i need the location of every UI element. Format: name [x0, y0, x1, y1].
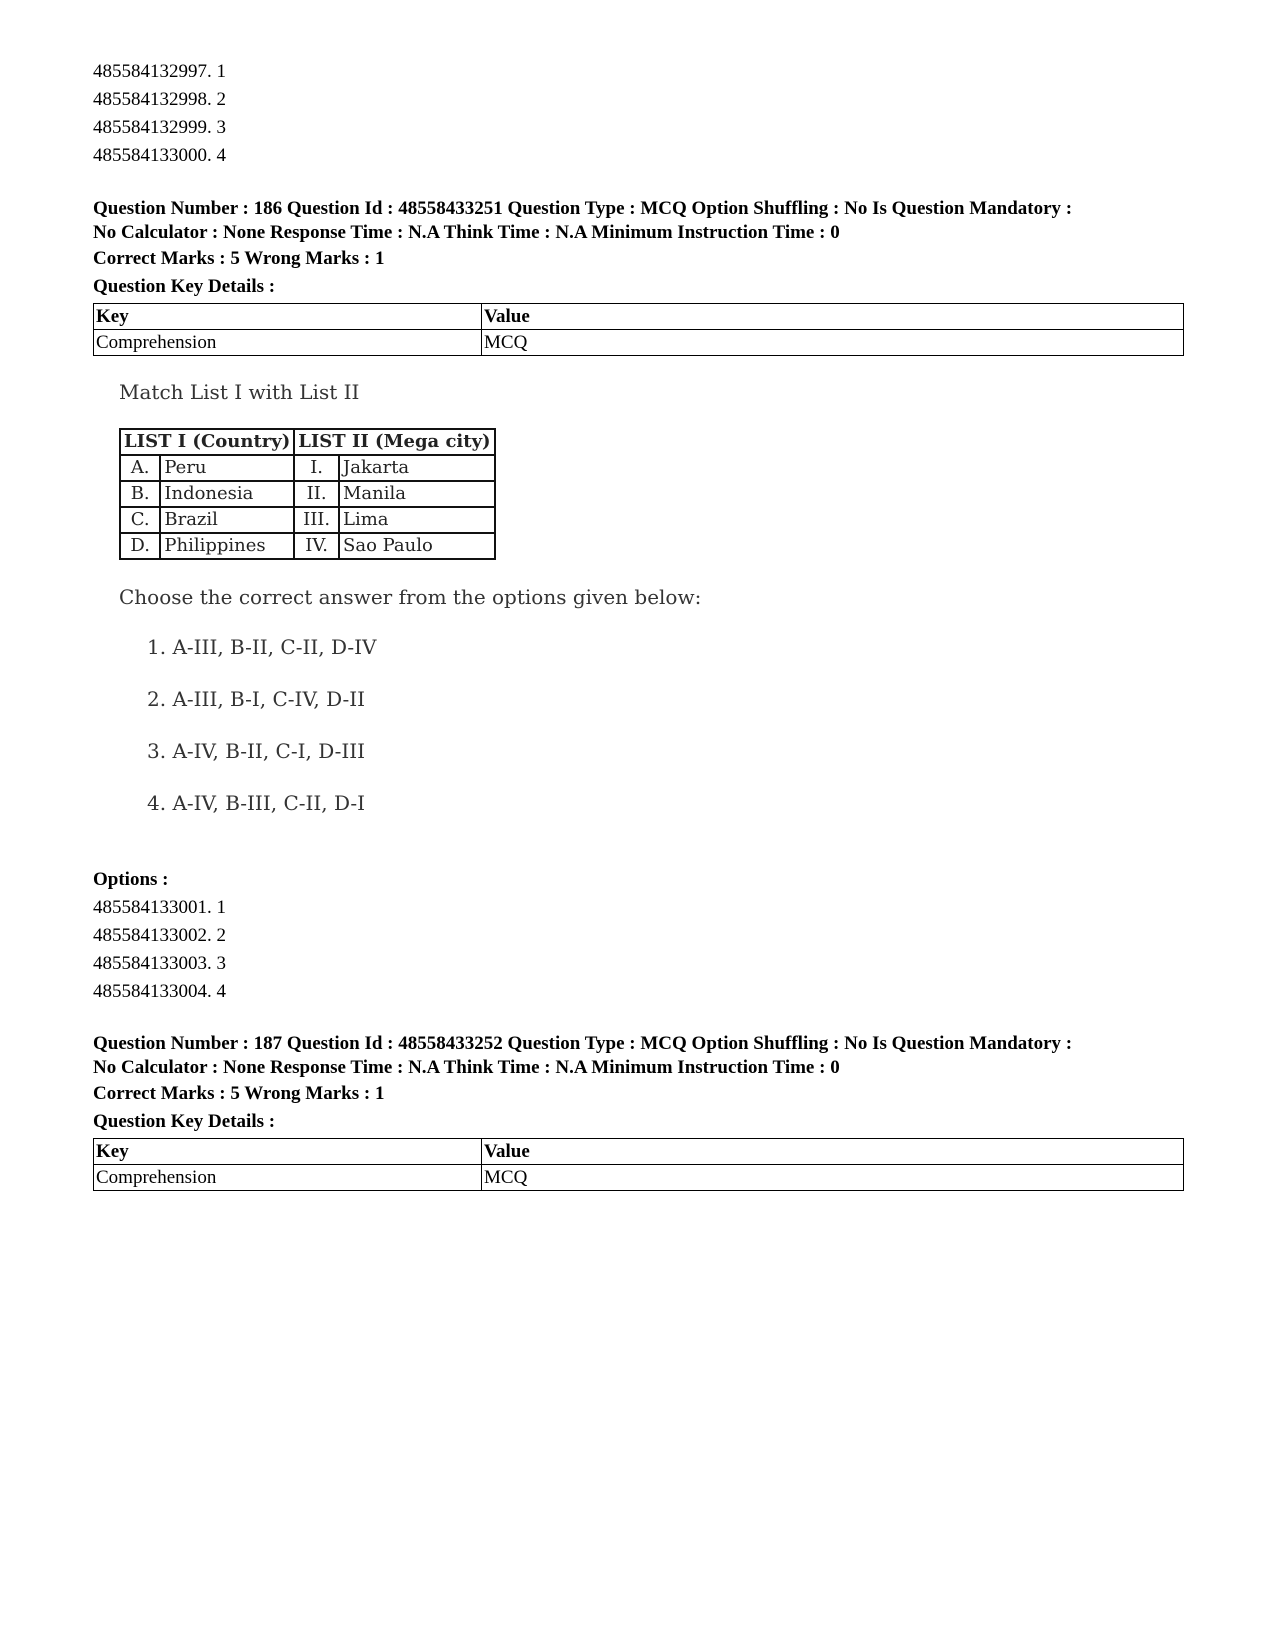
city-cell: Lima: [339, 507, 495, 533]
key-cell: Comprehension: [94, 1165, 482, 1191]
option-line: 485584133002. 2: [93, 925, 226, 946]
key-details-label: Question Key Details :: [93, 276, 276, 297]
list-2-numeral: III.: [294, 507, 339, 533]
city-cell: Jakarta: [339, 455, 495, 481]
match-row: [120, 507, 495, 533]
list-1-letter: A.: [120, 455, 160, 481]
list-1-letter: B.: [120, 481, 160, 507]
list-2-numeral: IV.: [294, 533, 339, 559]
question-header-line-2: No Calculator : None Response Time : N.A Think Time : N.A Minimum Instruction Time : 0: [93, 222, 840, 243]
country-cell: Philippines: [160, 533, 294, 559]
list-2-numeral: II.: [294, 481, 339, 507]
options-label: Options :: [93, 869, 169, 890]
key-value-table: [93, 1138, 1184, 1191]
choose-answer-text: Choose the correct answer from the options given below:: [119, 585, 702, 609]
value-cell: MCQ: [482, 1165, 1184, 1191]
option-line: 485584132997. 1: [93, 61, 226, 82]
previous-question-options: [93, 58, 1183, 170]
option-line: 485584132998. 2: [93, 89, 226, 110]
option-line: 485584133001. 1: [93, 897, 226, 918]
question-187: [93, 1032, 1183, 1191]
option-line: 485584133004. 4: [93, 981, 226, 1002]
value-cell: MCQ: [482, 330, 1184, 356]
key-value-table: [93, 303, 1184, 356]
value-header: Value: [482, 304, 1184, 330]
question-instruction: Match List I with List II: [119, 380, 360, 404]
match-row: [120, 455, 495, 481]
key-details-label: Question Key Details :: [93, 1111, 276, 1132]
question-options: [93, 894, 1183, 1006]
list-1-letter: C.: [120, 507, 160, 533]
city-cell: Sao Paulo: [339, 533, 495, 559]
question-image: [93, 378, 793, 848]
match-list-table: [119, 428, 496, 560]
list-1-letter: D.: [120, 533, 160, 559]
document-page: [93, 58, 1183, 1191]
question-186: [93, 197, 1183, 1006]
option-line: 485584132999. 3: [93, 117, 226, 138]
option-line: 485584133003. 3: [93, 953, 226, 974]
question-header-line-1: Question Number : 186 Question Id : 48558433251 Question Type : MCQ Option Shuffling : No Is Question Mandatory :: [93, 198, 1073, 219]
country-cell: Brazil: [160, 507, 294, 533]
city-cell: Manila: [339, 481, 495, 507]
marks-line: Correct Marks : 5 Wrong Marks : 1: [93, 248, 385, 269]
option-line: 485584133000. 4: [93, 145, 226, 166]
value-header: Value: [482, 1139, 1184, 1165]
list-2-header: LIST II (Mega city): [294, 429, 494, 455]
match-row: [120, 533, 495, 559]
question-header-line-1: Question Number : 187 Question Id : 48558433252 Question Type : MCQ Option Shuffling : No Is Question Mandatory :: [93, 1033, 1073, 1054]
key-header: Key: [94, 1139, 482, 1165]
match-row: [120, 481, 495, 507]
list-1-header: LIST I (Country): [120, 429, 294, 455]
country-cell: Peru: [160, 455, 294, 481]
marks-line: Correct Marks : 5 Wrong Marks : 1: [93, 1083, 385, 1104]
key-cell: Comprehension: [94, 330, 482, 356]
key-header: Key: [94, 304, 482, 330]
answer-choice: 1. A-III, B-II, C-II, D-IV: [147, 635, 377, 659]
list-2-numeral: I.: [294, 455, 339, 481]
answer-choice: 4. A-IV, B-III, C-II, D-I: [147, 791, 366, 815]
country-cell: Indonesia: [160, 481, 294, 507]
answer-choice: 3. A-IV, B-II, C-I, D-III: [147, 739, 366, 763]
question-header-line-2: No Calculator : None Response Time : N.A Think Time : N.A Minimum Instruction Time : 0: [93, 1057, 840, 1078]
answer-choice: 2. A-III, B-I, C-IV, D-II: [147, 687, 366, 711]
